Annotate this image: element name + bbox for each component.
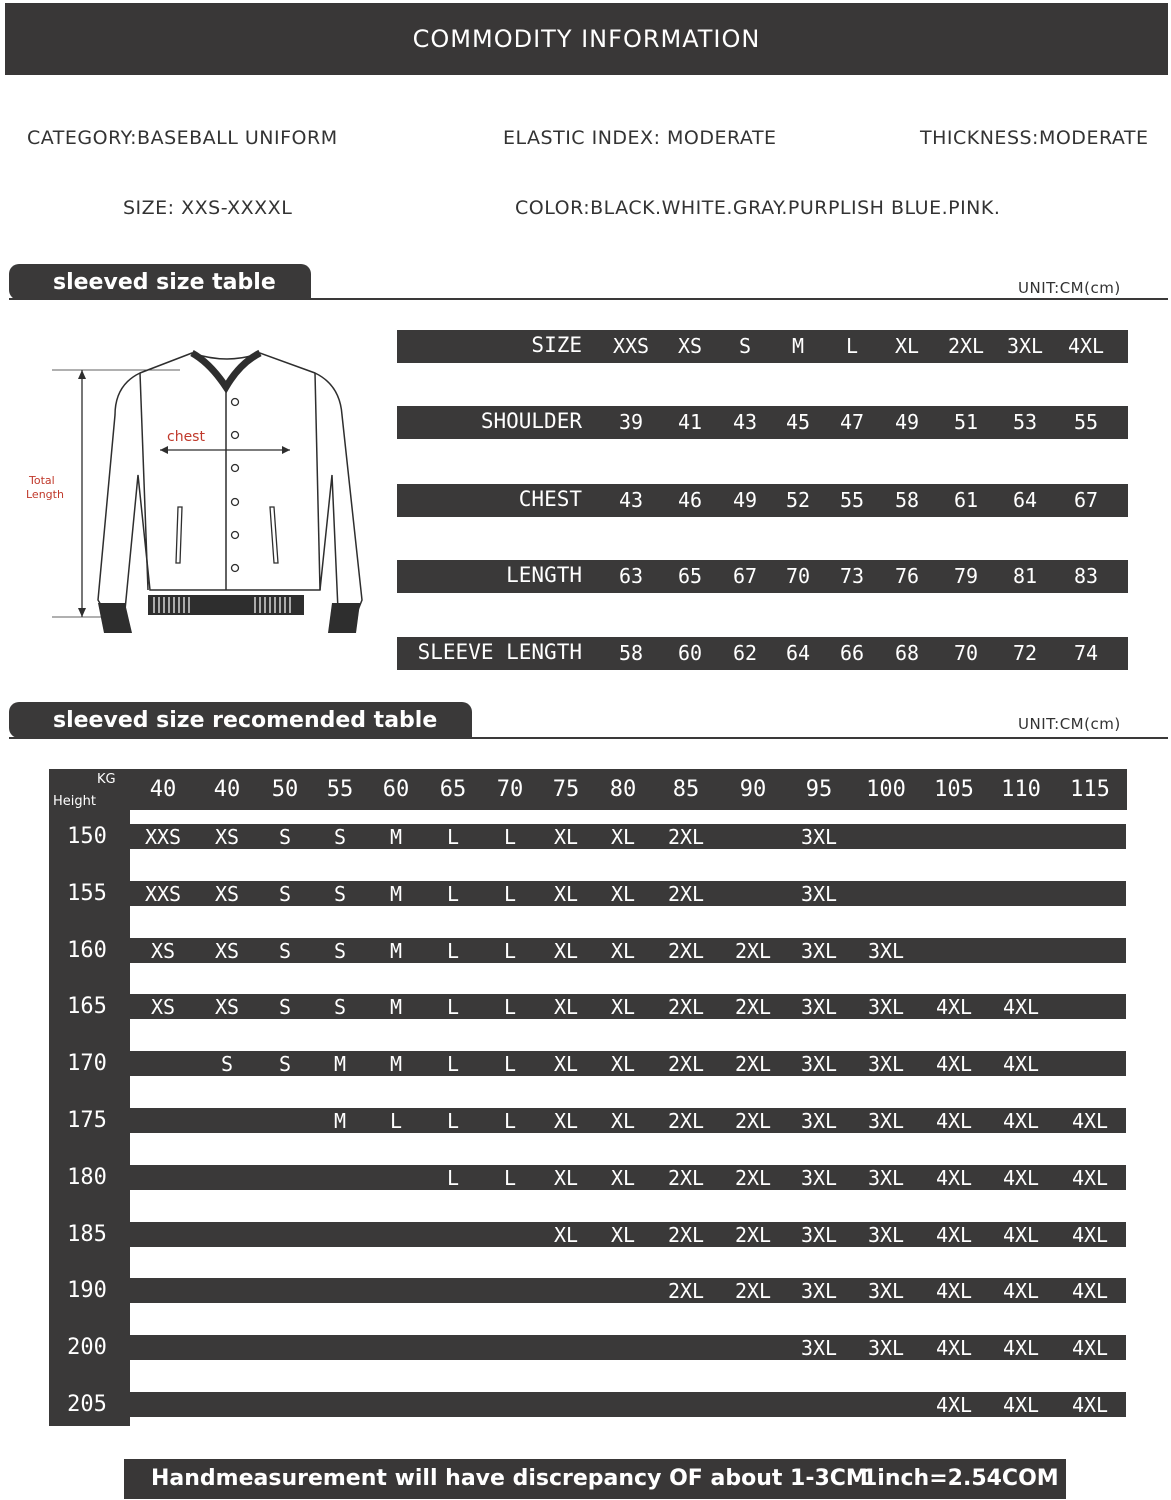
weight-header-cell: 110 bbox=[1001, 777, 1041, 802]
rec-size-cell: XL bbox=[610, 1109, 636, 1133]
rec-size-cell: L bbox=[446, 1052, 460, 1077]
rec-size-cell: M bbox=[389, 1052, 403, 1077]
rec-table-divider bbox=[9, 737, 1168, 739]
rec-size-cell: XL bbox=[610, 825, 636, 849]
rec-size-cell: 4XL bbox=[1002, 1109, 1040, 1133]
rec-size-cell: 2XL bbox=[667, 1165, 705, 1190]
weight-header-cell: 80 bbox=[609, 777, 637, 802]
size-table-cell: 58 bbox=[894, 488, 920, 512]
rec-size-cell: XL bbox=[553, 1109, 579, 1133]
size-table-cell: L bbox=[845, 334, 859, 358]
weight-header-cell: 50 bbox=[271, 777, 299, 802]
rec-size-cell: 2XL bbox=[734, 1279, 772, 1304]
jacket-button bbox=[232, 532, 239, 539]
height-cell: 185 bbox=[67, 1221, 107, 1247]
footer-note: Handmeasurement will have discrepancy OF about 1-3CM bbox=[151, 1466, 868, 1491]
size-table-cell: 43 bbox=[732, 410, 758, 434]
size-table-cell: 2XL bbox=[947, 334, 985, 358]
rec-size-cell: 2XL bbox=[734, 995, 772, 1020]
jacket-button bbox=[232, 499, 239, 506]
weight-header-cell: 75 bbox=[552, 777, 580, 802]
rec-size-cell: M bbox=[389, 825, 403, 849]
weight-header-cell: 105 bbox=[934, 777, 974, 802]
rec-size-cell: 4XL bbox=[1071, 1279, 1109, 1304]
rec-size-cell: XL bbox=[553, 1165, 579, 1190]
jacket-button bbox=[232, 432, 239, 439]
rec-size-cell: XL bbox=[553, 825, 579, 849]
footer-bar bbox=[124, 1459, 1066, 1499]
rec-size-cell: 4XL bbox=[1071, 1109, 1109, 1133]
rec-size-cell: L bbox=[446, 995, 460, 1020]
size-table-cell: 39 bbox=[618, 410, 644, 434]
right-cuff bbox=[328, 603, 360, 633]
rec-size-cell: XL bbox=[553, 1052, 579, 1077]
rec-size-cell: L bbox=[446, 938, 460, 963]
rec-size-cell: L bbox=[503, 1109, 517, 1133]
jacket-button bbox=[232, 399, 239, 406]
rec-size-cell: M bbox=[333, 1109, 347, 1133]
size-table-cell: S bbox=[738, 334, 752, 358]
total-label: Total bbox=[29, 474, 55, 487]
size-table-cell: 62 bbox=[732, 641, 758, 665]
weight-header-cell: 65 bbox=[439, 777, 467, 802]
rec-size-cell: XS bbox=[150, 938, 176, 963]
size-table-cell: 60 bbox=[677, 641, 703, 665]
rec-size-cell: S bbox=[278, 1052, 292, 1077]
size-table-cell: XL bbox=[894, 334, 920, 358]
rec-size-cell: L bbox=[446, 1165, 460, 1190]
rec-size-cell: 3XL bbox=[800, 995, 838, 1020]
info-color: COLOR:BLACK.WHITE.GRAY.PURPLISH BLUE.PINK. bbox=[515, 197, 1001, 219]
rec-table-tab bbox=[9, 702, 472, 738]
size-table-row-label: SLEEVE LENGTH bbox=[417, 640, 582, 664]
rec-size-cell: XS bbox=[214, 938, 240, 963]
rec-size-cell: M bbox=[389, 938, 403, 963]
size-table-row-label: LENGTH bbox=[506, 563, 582, 587]
size-table-divider bbox=[9, 298, 1168, 300]
size-table-cell: 4XL bbox=[1067, 334, 1105, 358]
rec-size-cell: XL bbox=[553, 995, 579, 1020]
rec-size-cell: 4XL bbox=[935, 995, 973, 1020]
rec-size-cell: L bbox=[503, 881, 517, 906]
rec-size-cell: 3XL bbox=[800, 1279, 838, 1304]
height-cell: 200 bbox=[67, 1335, 107, 1361]
rec-size-cell: XL bbox=[610, 1165, 636, 1190]
size-table-cell: 68 bbox=[894, 641, 920, 665]
rec-size-cell: L bbox=[503, 825, 517, 849]
jacket-diagram bbox=[20, 345, 370, 645]
rec-size-cell: 4XL bbox=[1071, 1393, 1109, 1417]
rec-size-cell: XS bbox=[214, 881, 240, 906]
height-cell: 175 bbox=[67, 1108, 107, 1133]
height-cell: 170 bbox=[67, 1051, 107, 1077]
size-table-cell: 55 bbox=[1073, 410, 1099, 434]
rec-size-cell: L bbox=[503, 1165, 517, 1190]
jacket-button bbox=[232, 465, 239, 472]
size-table-unit: UNIT:CM(cm) bbox=[1018, 279, 1121, 297]
left-cuff bbox=[98, 603, 132, 633]
size-table-cell: 51 bbox=[953, 410, 979, 434]
size-table-cell: XS bbox=[677, 334, 703, 358]
rec-size-cell: 4XL bbox=[1071, 1222, 1109, 1247]
height-cell: 205 bbox=[67, 1392, 107, 1417]
rec-size-cell: 3XL bbox=[867, 1279, 905, 1304]
rec-size-cell: L bbox=[503, 938, 517, 963]
rec-size-cell: 3XL bbox=[867, 1165, 905, 1190]
rec-size-cell: 3XL bbox=[867, 1052, 905, 1077]
rec-table-unit: UNIT:CM(cm) bbox=[1018, 715, 1121, 733]
size-table-cell: 47 bbox=[839, 410, 865, 434]
length-label: Length bbox=[26, 488, 64, 501]
size-table-cell: 55 bbox=[839, 488, 865, 512]
rec-size-cell: 2XL bbox=[667, 825, 705, 849]
rec-size-cell: 4XL bbox=[935, 1165, 973, 1190]
rec-size-cell: 3XL bbox=[800, 1109, 838, 1133]
rec-size-cell: 3XL bbox=[867, 938, 905, 963]
size-table-cell: 66 bbox=[839, 641, 865, 665]
rec-size-cell: S bbox=[278, 825, 292, 849]
height-cell: 190 bbox=[67, 1278, 107, 1304]
weight-header-cell: 55 bbox=[326, 777, 354, 802]
jacket-button bbox=[232, 565, 239, 572]
size-table-row-label: CHEST bbox=[518, 487, 582, 511]
rec-size-cell: 3XL bbox=[867, 1336, 905, 1361]
size-table-cell: 58 bbox=[618, 641, 644, 665]
rec-size-cell: 4XL bbox=[935, 1109, 973, 1133]
size-table-cell: 53 bbox=[1012, 410, 1038, 434]
kg-label: KG bbox=[97, 772, 116, 787]
rec-size-cell: 4XL bbox=[935, 1052, 973, 1077]
rec-size-cell: 2XL bbox=[667, 1222, 705, 1247]
rec-size-cell: 3XL bbox=[800, 1336, 838, 1361]
weight-header-cell: 90 bbox=[739, 777, 767, 802]
size-table-tab bbox=[9, 264, 311, 300]
size-table-cell: 67 bbox=[1073, 488, 1099, 512]
rec-size-cell: XL bbox=[610, 938, 636, 963]
rec-size-cell: 2XL bbox=[734, 1052, 772, 1077]
rec-size-cell: 4XL bbox=[935, 1222, 973, 1247]
rec-size-cell: 4XL bbox=[935, 1336, 973, 1361]
size-table-cell: 52 bbox=[785, 488, 811, 512]
rec-size-cell: S bbox=[333, 995, 347, 1020]
rec-size-cell: 4XL bbox=[1002, 1279, 1040, 1304]
rec-size-cell: S bbox=[333, 825, 347, 849]
rec-size-cell: 2XL bbox=[734, 938, 772, 963]
rec-size-cell: XS bbox=[150, 995, 176, 1020]
info-thickness: THICKNESS:MODERATE bbox=[920, 127, 1149, 149]
rec-size-cell: 4XL bbox=[1002, 1336, 1040, 1361]
size-table-cell: 76 bbox=[894, 564, 920, 588]
rec-size-cell: 2XL bbox=[667, 938, 705, 963]
size-table-cell: 49 bbox=[732, 488, 758, 512]
size-table-title: sleeved size table bbox=[53, 269, 276, 295]
weight-header-cell: 95 bbox=[805, 777, 833, 802]
rec-size-cell: 3XL bbox=[800, 1222, 838, 1247]
rec-size-cell: 2XL bbox=[734, 1222, 772, 1247]
rec-size-cell: S bbox=[278, 881, 292, 906]
rec-size-cell: L bbox=[446, 825, 460, 849]
jacket-outline bbox=[98, 353, 362, 610]
height-label: Height bbox=[53, 794, 96, 809]
footer-inch: 1inch=2.54COM bbox=[862, 1466, 1059, 1491]
rec-size-cell: S bbox=[333, 938, 347, 963]
length-arrow-head-top bbox=[78, 370, 86, 379]
size-table-cell: 64 bbox=[1012, 488, 1038, 512]
size-table-cell: 74 bbox=[1073, 641, 1099, 665]
rec-size-cell: 2XL bbox=[734, 1165, 772, 1190]
size-table-cell: 49 bbox=[894, 410, 920, 434]
weight-header-cell: 40 bbox=[149, 777, 177, 802]
rec-size-cell: 4XL bbox=[1071, 1165, 1109, 1190]
rec-size-cell: XS bbox=[214, 825, 240, 849]
rec-size-cell: XS bbox=[214, 995, 240, 1020]
rec-size-cell: 3XL bbox=[800, 938, 838, 963]
height-cell: 160 bbox=[67, 937, 107, 963]
size-table-cell: 45 bbox=[785, 410, 811, 434]
weight-header-cell: 70 bbox=[496, 777, 524, 802]
rec-size-cell: 4XL bbox=[1002, 995, 1040, 1020]
rec-size-cell: L bbox=[446, 881, 460, 906]
rec-size-cell: 3XL bbox=[800, 1052, 838, 1077]
rec-size-cell: 4XL bbox=[935, 1279, 973, 1304]
weight-header-cell: 60 bbox=[382, 777, 410, 802]
weight-header-cell: 85 bbox=[672, 777, 700, 802]
size-table-cell: 79 bbox=[953, 564, 979, 588]
rec-size-cell: 2XL bbox=[667, 1109, 705, 1133]
rec-size-cell: S bbox=[278, 995, 292, 1020]
rec-size-cell: L bbox=[389, 1109, 403, 1133]
rec-size-cell: 2XL bbox=[667, 1052, 705, 1077]
rec-size-cell: 3XL bbox=[800, 825, 838, 849]
rec-size-cell: M bbox=[333, 1052, 347, 1077]
size-table-cell: 65 bbox=[677, 564, 703, 588]
rec-size-cell: XL bbox=[553, 1222, 579, 1247]
height-cell: 180 bbox=[67, 1164, 107, 1190]
info-size: SIZE: XXS-XXXXL bbox=[123, 197, 293, 219]
size-table-cell: 67 bbox=[732, 564, 758, 588]
size-table-cell: 43 bbox=[618, 488, 644, 512]
size-table-cell: 64 bbox=[785, 641, 811, 665]
size-table-cell: 81 bbox=[1012, 564, 1038, 588]
height-cell: 155 bbox=[67, 880, 107, 906]
size-table-cell: 70 bbox=[785, 564, 811, 588]
size-table-cell: 63 bbox=[618, 564, 644, 588]
size-table-cell: 72 bbox=[1012, 641, 1038, 665]
weight-header-cell: 40 bbox=[213, 777, 241, 802]
rec-size-cell: 2XL bbox=[667, 1279, 705, 1304]
rec-size-cell: 3XL bbox=[867, 995, 905, 1020]
rec-size-cell: S bbox=[333, 881, 347, 906]
rec-size-cell: L bbox=[503, 995, 517, 1020]
height-cell: 150 bbox=[67, 824, 107, 849]
size-table-cell: 41 bbox=[677, 410, 703, 434]
rec-size-cell: 4XL bbox=[1002, 1165, 1040, 1190]
rec-size-cell: XL bbox=[553, 881, 579, 906]
weight-header-cell: 115 bbox=[1070, 777, 1110, 802]
size-table-cell: XXS bbox=[612, 334, 650, 358]
size-table-cell: 61 bbox=[953, 488, 979, 512]
rec-size-cell: XL bbox=[610, 995, 636, 1020]
rec-size-cell: XXS bbox=[144, 881, 182, 906]
rec-size-cell: 3XL bbox=[800, 881, 838, 906]
size-table-cell: 3XL bbox=[1006, 334, 1044, 358]
chest-label: chest bbox=[167, 429, 205, 445]
rec-size-cell: S bbox=[220, 1052, 234, 1077]
rec-size-cell: L bbox=[446, 1109, 460, 1133]
rec-size-cell: 4XL bbox=[1002, 1052, 1040, 1077]
rec-size-cell: 4XL bbox=[935, 1393, 973, 1417]
size-table-row-label: SHOULDER bbox=[480, 409, 582, 433]
rec-size-cell: XL bbox=[610, 1222, 636, 1247]
size-table-cell: M bbox=[791, 334, 805, 358]
height-cell: 165 bbox=[67, 994, 107, 1020]
header-bar bbox=[5, 3, 1168, 75]
length-arrow-head-bottom bbox=[78, 608, 86, 617]
rec-size-cell: 4XL bbox=[1002, 1393, 1040, 1417]
info-category: CATEGORY:BASEBALL UNIFORM bbox=[27, 127, 338, 149]
header-title: COMMODITY INFORMATION bbox=[412, 25, 761, 53]
rec-size-cell: 3XL bbox=[867, 1222, 905, 1247]
rec-table-title: sleeved size recomended table bbox=[53, 707, 438, 733]
rec-size-cell: M bbox=[389, 995, 403, 1020]
rec-size-cell: 3XL bbox=[800, 1165, 838, 1190]
rec-size-cell: L bbox=[503, 1052, 517, 1077]
info-elastic: ELASTIC INDEX: MODERATE bbox=[503, 127, 777, 149]
size-table-cell: 46 bbox=[677, 488, 703, 512]
rec-size-cell: 2XL bbox=[667, 881, 705, 906]
rec-size-cell: 2XL bbox=[667, 995, 705, 1020]
size-table-cell: 70 bbox=[953, 641, 979, 665]
rec-size-cell: S bbox=[278, 938, 292, 963]
rec-size-cell: XL bbox=[610, 881, 636, 906]
rec-size-cell: 2XL bbox=[734, 1109, 772, 1133]
rec-size-cell: 3XL bbox=[867, 1109, 905, 1133]
size-table-cell: 73 bbox=[839, 564, 865, 588]
rec-size-cell: XXS bbox=[144, 825, 182, 849]
weight-header-cell: 100 bbox=[866, 777, 906, 802]
rec-size-cell: 4XL bbox=[1002, 1222, 1040, 1247]
rec-size-cell: 4XL bbox=[1071, 1336, 1109, 1361]
height-column bbox=[49, 769, 130, 1426]
size-table-row-label: SIZE bbox=[531, 333, 582, 357]
rec-size-cell: XL bbox=[553, 938, 579, 963]
rec-size-cell: M bbox=[389, 881, 403, 906]
rec-size-cell: XL bbox=[610, 1052, 636, 1077]
size-table-cell: 83 bbox=[1073, 564, 1099, 588]
